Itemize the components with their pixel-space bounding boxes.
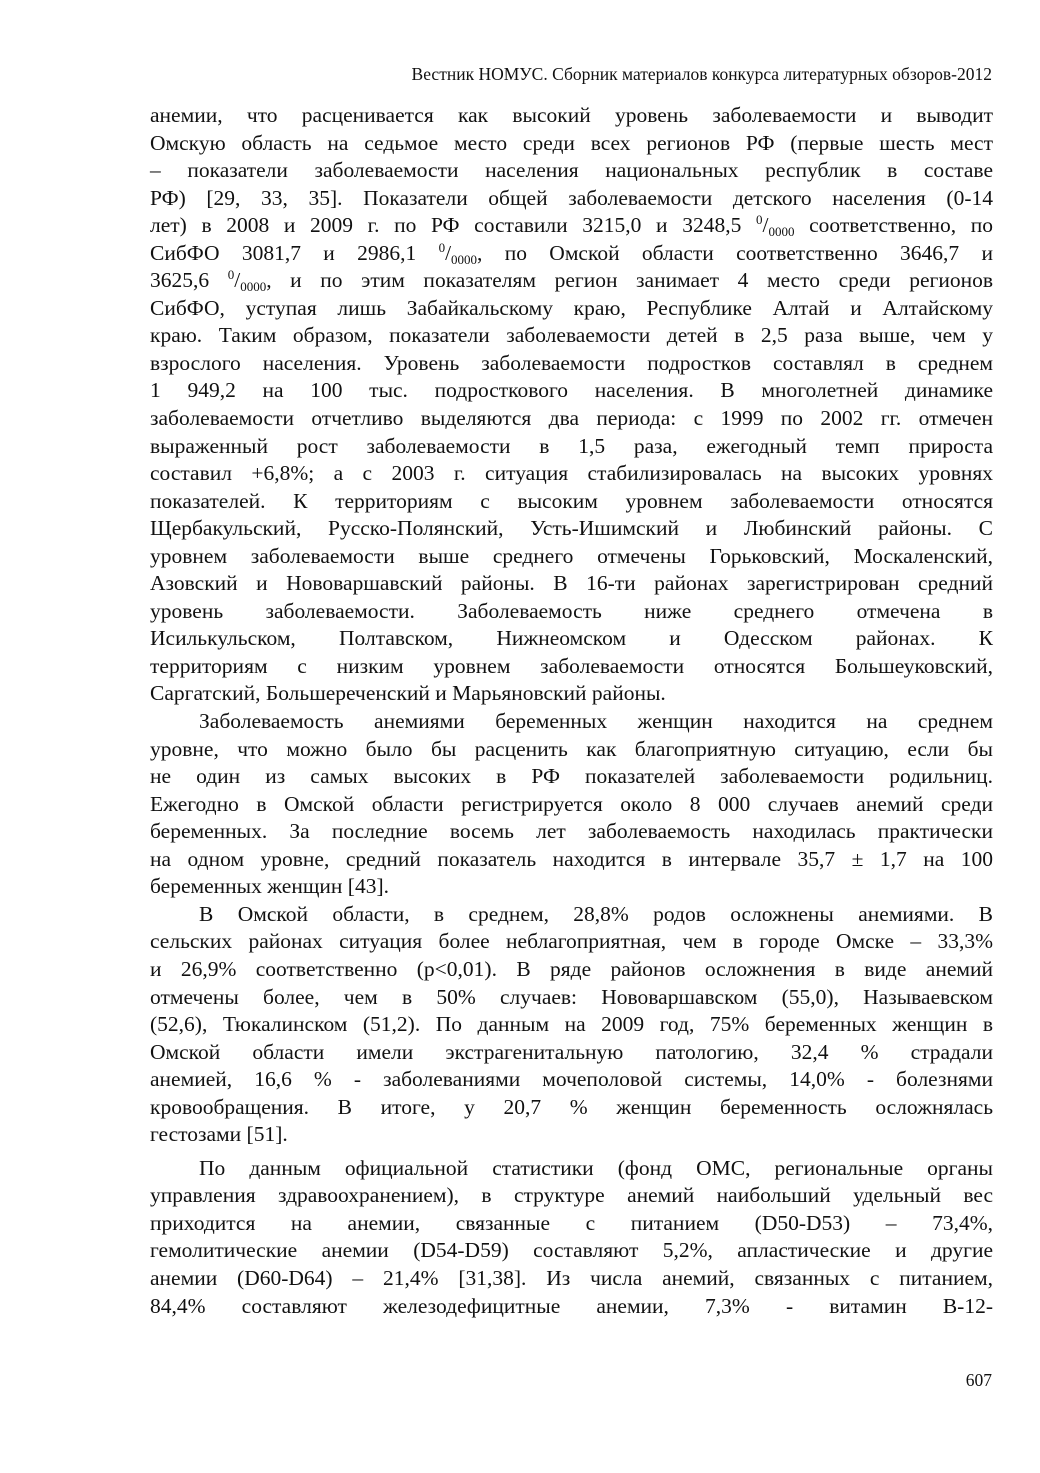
text-line: анемии, что расценивается как высокий уровень заболеваемости и выводит — [150, 103, 993, 127]
text-line: Заболеваемость анемиями беременных женщин находится на среднем — [199, 709, 993, 734]
text-line: Азовский и Нововаршавский районы. В 16-ти районах зарегистрирован средний — [150, 571, 993, 596]
text-line: 84,4% составляют железодефицитные анемии, 7,3% - витамин В-12- — [150, 1293, 993, 1318]
text-line: отмечены более, чем в 50% случаев: Нововаршавском (55,0), Называевском — [150, 984, 993, 1009]
body-text — [150, 102, 993, 1320]
text-line: взрослого населения. Уровень заболеваемости подростков составлял в среднем — [150, 350, 993, 375]
text-line: уровнем заболеваемости выше среднего отмечены Горьковский, Москаленский, — [150, 543, 993, 568]
text-line: 3625,6 $^0/_{0000}$, и по этим показателям регион занимает 4 место среди регионов — [150, 267, 993, 295]
text-line: РФ) [29, 33, 35]. Показатели общей заболеваемости детского населения (0-14 — [150, 185, 993, 210]
text-line: беременных. За последние восемь лет заболеваемость находилась практически — [150, 819, 993, 844]
text-line: беременных женщин [43]. — [150, 874, 389, 899]
text-line: анемии (D60-D64) – 21,4% [31,38]. Из числа анемий, связанных с питанием, — [150, 1265, 993, 1290]
text-line: В Омской области, в среднем, 28,8% родов осложнены анемиями. В — [199, 901, 993, 926]
text-line: 1 949,2 на 100 тыс. подросткового населения. В многолетней динамике — [150, 378, 993, 403]
text-line: показателей. К территориям с высоким уровнем заболеваемости относятся — [150, 488, 993, 513]
text-line: анемией, 16,6 % - заболеваниями мочеполовой системы, 14,0% - болезнями — [150, 1067, 993, 1092]
text-line: гемолитические анемии (D54-D59) составляют 5,2%, апластические и другие — [150, 1238, 993, 1263]
paragraph-4 — [150, 1155, 993, 1320]
text-line: краю. Таким образом, показатели заболеваемости детей в 2,5 раза выше, чем у — [150, 323, 993, 348]
text-line: управления здравоохранением), в структуре анемий наибольший удельный вес — [150, 1183, 993, 1208]
text-line: лет) в 2008 и 2009 г. по РФ составили 3215,0 и 3248,5 $^0/_{0000}$ соответственно, по — [150, 212, 993, 240]
paragraph-2 — [150, 708, 993, 901]
paragraph-1 — [150, 102, 993, 708]
text-line: Ежегодно в Омской области регистрируется около 8 000 случаев анемий среди — [150, 791, 993, 816]
text-line: Омскую область на седьмое место среди всех регионов РФ (первые шесть мест — [150, 130, 993, 155]
text-line: Исилькульском, Полтавском, Нижнеомском и Одесском районах. К — [150, 626, 993, 651]
text-line: сельских районах ситуация более неблагоприятная, чем в городе Омске – 33,3% — [150, 929, 993, 954]
text-line: заболеваемости отчетливо выделяются два периода: с 1999 по 2002 гг. отмечен — [150, 406, 993, 431]
text-line: Щербакульский, Русско-Полянский, Усть-Ишимский и Любинский районы. С — [150, 516, 993, 541]
text-line: СибФО, уступая лишь Забайкальскому краю, Республике Алтай и Алтайскому — [150, 295, 993, 320]
text-line: – показатели заболеваемости населения национальных республик в составе — [150, 158, 993, 183]
text-line: Омской области имели экстрагенитальную патологию, 32,4 % страдали — [150, 1039, 993, 1064]
text-line: (52,6), Тюкалинском (51,2). По данным на 2009 год, 75% беременных женщин в — [150, 1012, 993, 1037]
text-line: гестозами [51]. — [150, 1122, 288, 1147]
text-line: составил +6,8%; а с 2003 г. ситуация стабилизировалась на высоких уровнях — [150, 461, 993, 486]
text-line: не один из самых высоких в РФ показателей заболеваемости родильниц. — [150, 764, 993, 789]
text-line: приходится на анемии, связанные с питанием (D50-D53) – 73,4%, — [150, 1210, 993, 1235]
text-line: территориям с низким уровнем заболеваемости относятся Большеуковский, — [150, 653, 993, 678]
text-line: СибФО 3081,7 и 2986,1 $^0/_{0000}$, по Омской области соответственно 3646,7 и — [150, 239, 993, 267]
running-header: Вестник НОМУС. Сборник материалов конкурса литературных обзоров-2012 — [411, 64, 992, 84]
page-number: 607 — [965, 1370, 992, 1390]
text-line: уровне, что можно было бы расценить как благоприятную ситуацию, если бы — [150, 736, 993, 761]
text-line: уровень заболеваемости. Заболеваемость ниже среднего отмечена в — [150, 598, 993, 623]
text-line: По данным официальной статистики (фонд ОМС, региональные органы — [199, 1155, 993, 1180]
paragraph-3 — [150, 901, 993, 1149]
text-line: и 26,9% соответственно (р<0,01). В ряде районов осложнения в виде анемий — [150, 956, 993, 981]
text-line: выраженный рост заболеваемости в 1,5 раза, ежегодный темп прироста — [150, 433, 993, 458]
text-line: кровообращения. В итоге, у 20,7 % женщин беременность осложнялась — [150, 1094, 993, 1119]
text-line: на одном уровне, средний показатель находится в интервале 35,7 ± 1,7 на 100 — [150, 846, 993, 871]
text-line: Саргатский, Большереченский и Марьяновский районы. — [150, 681, 666, 706]
